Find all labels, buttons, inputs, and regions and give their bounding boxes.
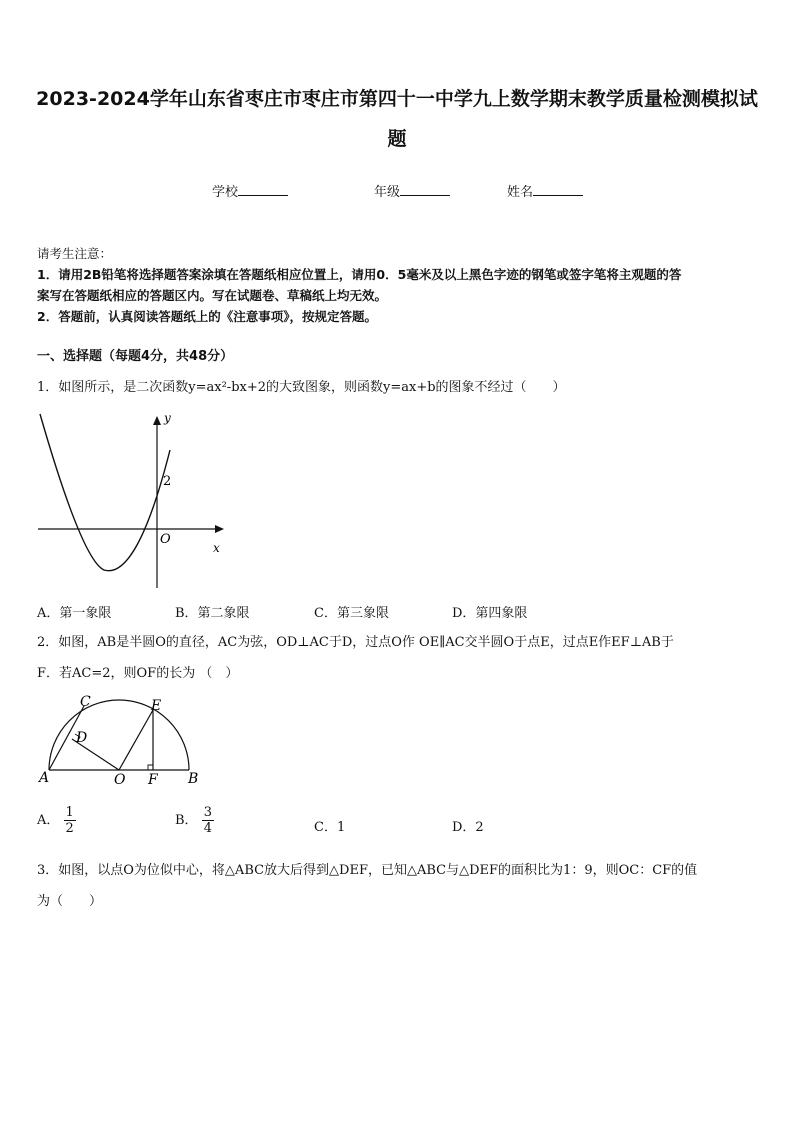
q2-option-a-denominator: 2 — [65, 821, 74, 836]
name-label: 姓名 — [507, 185, 534, 200]
x-axis-label: x — [213, 541, 220, 555]
question-1-text: 1．如图所示，是二次函数y=ax²-bx+2的大致图象，则函数y=ax+b的图象不经过（ ） — [37, 380, 566, 395]
point-b-label: B — [188, 771, 199, 787]
q1-option-b[interactable]: B．第二象限 — [175, 606, 250, 621]
notice-item-1-cont: 案写在答题纸相应的答题区内。写在试题卷、草稿纸上均无效。 — [37, 288, 388, 303]
q1-option-d[interactable]: D．第四象限 — [452, 606, 528, 621]
q2-option-b-numerator: 3 — [203, 805, 212, 820]
school-field — [212, 181, 288, 200]
point-e-label: E — [151, 698, 162, 714]
q2-option-c[interactable]: C．1 — [314, 820, 346, 835]
question-2-text-line1: 2．如图，AB是半圆O的直径，AC为弦，OD⊥AC于D，过点O作 OE∥AC交半圆O于点E，过点E作EF⊥AB于 — [37, 635, 674, 650]
school-blank — [238, 183, 288, 196]
semicircle-arc — [49, 700, 189, 770]
q2-option-d[interactable]: D．2 — [452, 820, 484, 835]
notice-heading: 请考生注意： — [37, 246, 113, 261]
section-heading: 一、选择题（每题4分，共48分） — [37, 349, 234, 364]
notice-block — [37, 243, 762, 327]
q1-option-a[interactable]: A．第一象限 — [37, 606, 112, 621]
school-label: 学校 — [212, 185, 239, 200]
right-angle-f — [148, 765, 153, 770]
segment-oe — [119, 710, 153, 770]
question-2-text-line2: F．若AC=2，则OF的长为 （ ） — [37, 666, 239, 681]
notice-item-2: 2．答题前，认真阅读答题纸上的《注意事项》，按规定答题。 — [37, 309, 377, 324]
notice-item-1: 1．请用2B铅笔将选择题答案涂填在答题纸相应位置上，请用0．5毫米及以上黑色字迹的钢笔或签字笔将主观题的答 — [37, 267, 682, 282]
x-axis-arrow — [215, 525, 224, 533]
y-axis-arrow — [153, 416, 161, 425]
q2-option-b-fraction — [202, 805, 214, 836]
page-title: 2023-2024学年山东省枣庄市枣庄市第四十一中学九上数学期末教学质量检测模拟试 — [36, 88, 758, 110]
q2-option-b[interactable] — [175, 805, 214, 836]
origin-label: O — [160, 532, 171, 547]
q1-parabola-graph — [34, 410, 234, 595]
grade-field — [374, 181, 450, 200]
page-title-continued: 题 — [387, 128, 407, 150]
point-f-label: F — [148, 772, 158, 788]
intercept-label: 2 — [163, 474, 172, 489]
grade-blank — [400, 183, 450, 196]
point-a-label: A — [39, 770, 50, 786]
y-axis-label: y — [164, 411, 171, 425]
name-field — [507, 181, 583, 200]
question-3-text-line1: 3．如图，以点O为位似中心，将△ABC放大后得到△DEF，已知△ABC与△DEF的面积比为1：9，则OC：CF的值 — [37, 863, 698, 878]
point-c-label: C — [80, 694, 91, 710]
q2-option-a-prefix: A． — [37, 813, 60, 828]
q2-option-b-denominator: 4 — [203, 821, 212, 836]
point-o-label: O — [114, 772, 126, 788]
q2-option-b-prefix: B． — [175, 813, 198, 828]
question-3-text-line2: 为（ ） — [37, 894, 103, 909]
q2-option-a-fraction — [64, 805, 76, 836]
parabola-curve — [40, 414, 170, 571]
name-blank — [533, 183, 583, 196]
point-d-label: D — [76, 730, 88, 746]
q1-option-c[interactable]: C．第三象限 — [314, 606, 389, 621]
q2-semicircle-figure — [34, 692, 214, 792]
grade-label: 年级 — [374, 185, 401, 200]
q2-option-a[interactable] — [37, 805, 76, 836]
q2-option-a-numerator: 1 — [65, 805, 74, 820]
